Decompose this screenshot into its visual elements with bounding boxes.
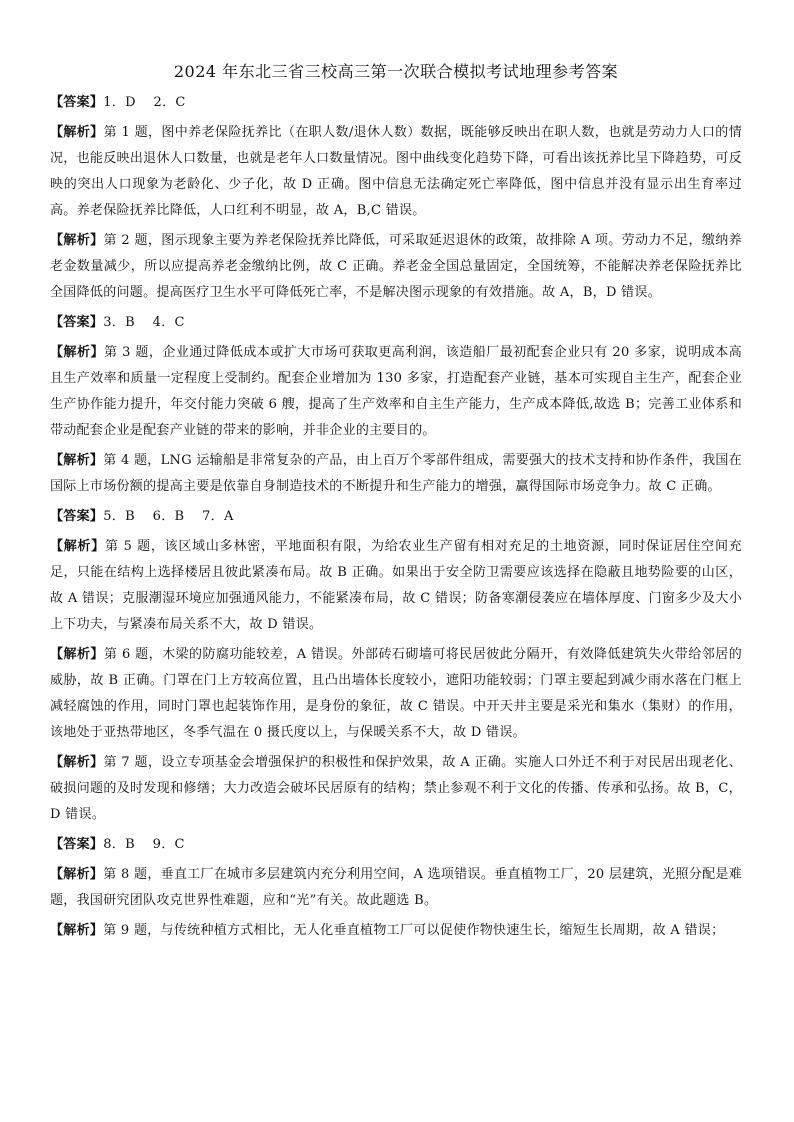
paragraph-tag: 【解析】: [50, 923, 104, 938]
paragraph-tag: 【答案】: [50, 509, 104, 524]
page-title: 2024 年东北三省三校高三第一次联合模拟考试地理参考答案: [173, 62, 619, 81]
paragraph-text: 第 9 题，与传统种植方式相比，无人化垂直植物工厂可以促使作物快速生长，缩短生长周期，故 A 错误；: [103, 923, 725, 938]
explanation-paragraph: [50, 448, 742, 500]
paragraph-tag: 【解析】: [50, 233, 104, 248]
paragraph-tag: 【答案】: [50, 315, 104, 330]
paragraph-text: 5．B 6．B 7．A: [103, 509, 234, 524]
paragraph-tag: 【解析】: [50, 867, 104, 882]
answer-list: [50, 90, 742, 944]
document-page: [50, 60, 742, 948]
paragraph-text: 第 3 题，企业通过降低成本或扩大市场可获取更高利润，该造船厂最初配套企业只有 20 多家，说明成本高且生产效率和质量一定程度上受制约。配套企业增加为 130 多家，打造配套产业链，基本可实现自主生产，配套企业生产协作能力提升，年交付能力突破 6 艘，提高了生产效率和自主生产能力，生产成本降低,故选 B；完善工业体系和带动配套企业是配套产业链的带来的影响，并非企业的主要目的。: [50, 345, 742, 438]
paragraph-tag: 【解析】: [50, 453, 104, 468]
explanation-paragraph: [50, 918, 742, 944]
paragraph-tag: 【解析】: [50, 539, 106, 554]
explanation-paragraph: [50, 642, 742, 746]
paragraph-text: 第 2 题，图示现象主要为养老保险抚养比降低，可采取延迟退休的政策，故排除 A 项。劳动力不足，缴纳养老金数量减少，所以应提高养老金缴纳比例，故 C 正确。养老金全国总量固定，全国统筹，不能解决养老保险抚养比全国降低的问题。提高医疗卫生水平可降低死亡率，不是解决图示现象的有效措施。故 A，B，D 错误。: [50, 233, 742, 300]
paragraph-text: 1．D 2．C: [103, 95, 186, 110]
explanation-paragraph: [50, 120, 742, 224]
paragraph-text: 3．B 4．C: [103, 315, 185, 330]
answer-line: [50, 832, 742, 858]
answer-line: [50, 310, 742, 336]
explanation-paragraph: [50, 340, 742, 444]
paragraph-text: 第 1 题，图中养老保险抚养比（在职人数/退休人数）数据，既能够反映出在职人数，也就是劳动力人口的情况，也能反映出退休人口数量，也就是老年人口数量情况。图中曲线变化趋势下降，可看出该抚养比呈下降趋势，可反映的突出人口现象为老龄化、少子化，故 D 正确。图中信息无法确定死亡率降低，图中信息并没有显示出生育率过高。养老保险抚养比降低，人口红利不明显，故 A，B,C 错误。: [50, 125, 742, 218]
paragraph-tag: 【答案】: [50, 837, 104, 852]
paragraph-tag: 【解析】: [50, 125, 104, 140]
paragraph-text: 第 6 题，木梁的防腐功能较差，A 错误。外部砖石砌墙可将民居彼此分隔开，有效降低建筑失火带给邻居的威胁，故 B 正确。门罩在门上方较高位置，且凸出墙体长度较小，遮阳功能较弱；门罩主要起到减少雨水落在门框上减轻腐蚀的作用，同时门罩也起装饰作用，是身份的象征，故 C 错误。中开天井主要是采光和集水（集财）的作用，该地处于亚热带地区，冬季气温在 0 摄氏度以上，与保暖关系不大，故 D 错误。: [50, 647, 742, 740]
paragraph-tag: 【解析】: [50, 647, 104, 662]
paragraph-text: 第 4 题，LNG 运输船是非常复杂的产品，由上百万个零部件组成，需要强大的技术支持和协作条件，我国在国际上市场份额的提高主要是依靠自身制造技术的不断提升和生产能力的增强，赢得国际市场竞争力。故 C 正确。: [50, 453, 742, 494]
explanation-paragraph: [50, 534, 742, 638]
paragraph-text: 8．B 9．C: [103, 837, 185, 852]
paragraph-tag: 【答案】: [50, 95, 104, 110]
paragraph-tag: 【解析】: [50, 755, 104, 770]
answer-line: [50, 90, 742, 116]
paragraph-tag: 【解析】: [50, 345, 104, 360]
explanation-paragraph: [50, 228, 742, 306]
paragraph-text: 第 5 题，该区域山多林密，平地面积有限，为给农业生产留有相对充足的土地资源，同时保证居住空间充足，只能在结构上选择楼居且彼此紧凑布局。故 B 正确。如果出于安全防卫需要应该选择在隐蔽且地势险要的山区，故 A 错误；克服潮湿环境应加强通风能力，不能紧凑布局，故 C 错误；防备寒潮侵袭应在墙体厚度、门窗多少及大小上下功夫，与紧凑布局关系不大，故 D 错误。: [50, 539, 742, 632]
paragraph-text: 第 7 题，设立专项基金会增强保护的积极性和保护效果，故 A 正确。实施人口外迁不利于对民居出现老化、破损问题的及时发现和修缮；大力改造会破坏民居原有的结构；禁止参观不利于文化的传播、传承和弘扬。故 B，C，D 错误。: [50, 755, 742, 822]
answer-line: [50, 504, 742, 530]
explanation-paragraph: [50, 862, 742, 914]
explanation-paragraph: [50, 750, 742, 828]
paragraph-text: 第 8 题，垂直工厂在城市多层建筑内充分利用空间，A 选项错误。垂直植物工厂，20 层建筑，光照分配是难题，我国研究团队攻克世界性难题，应和“光”有关。故此题选 B。: [50, 867, 742, 908]
